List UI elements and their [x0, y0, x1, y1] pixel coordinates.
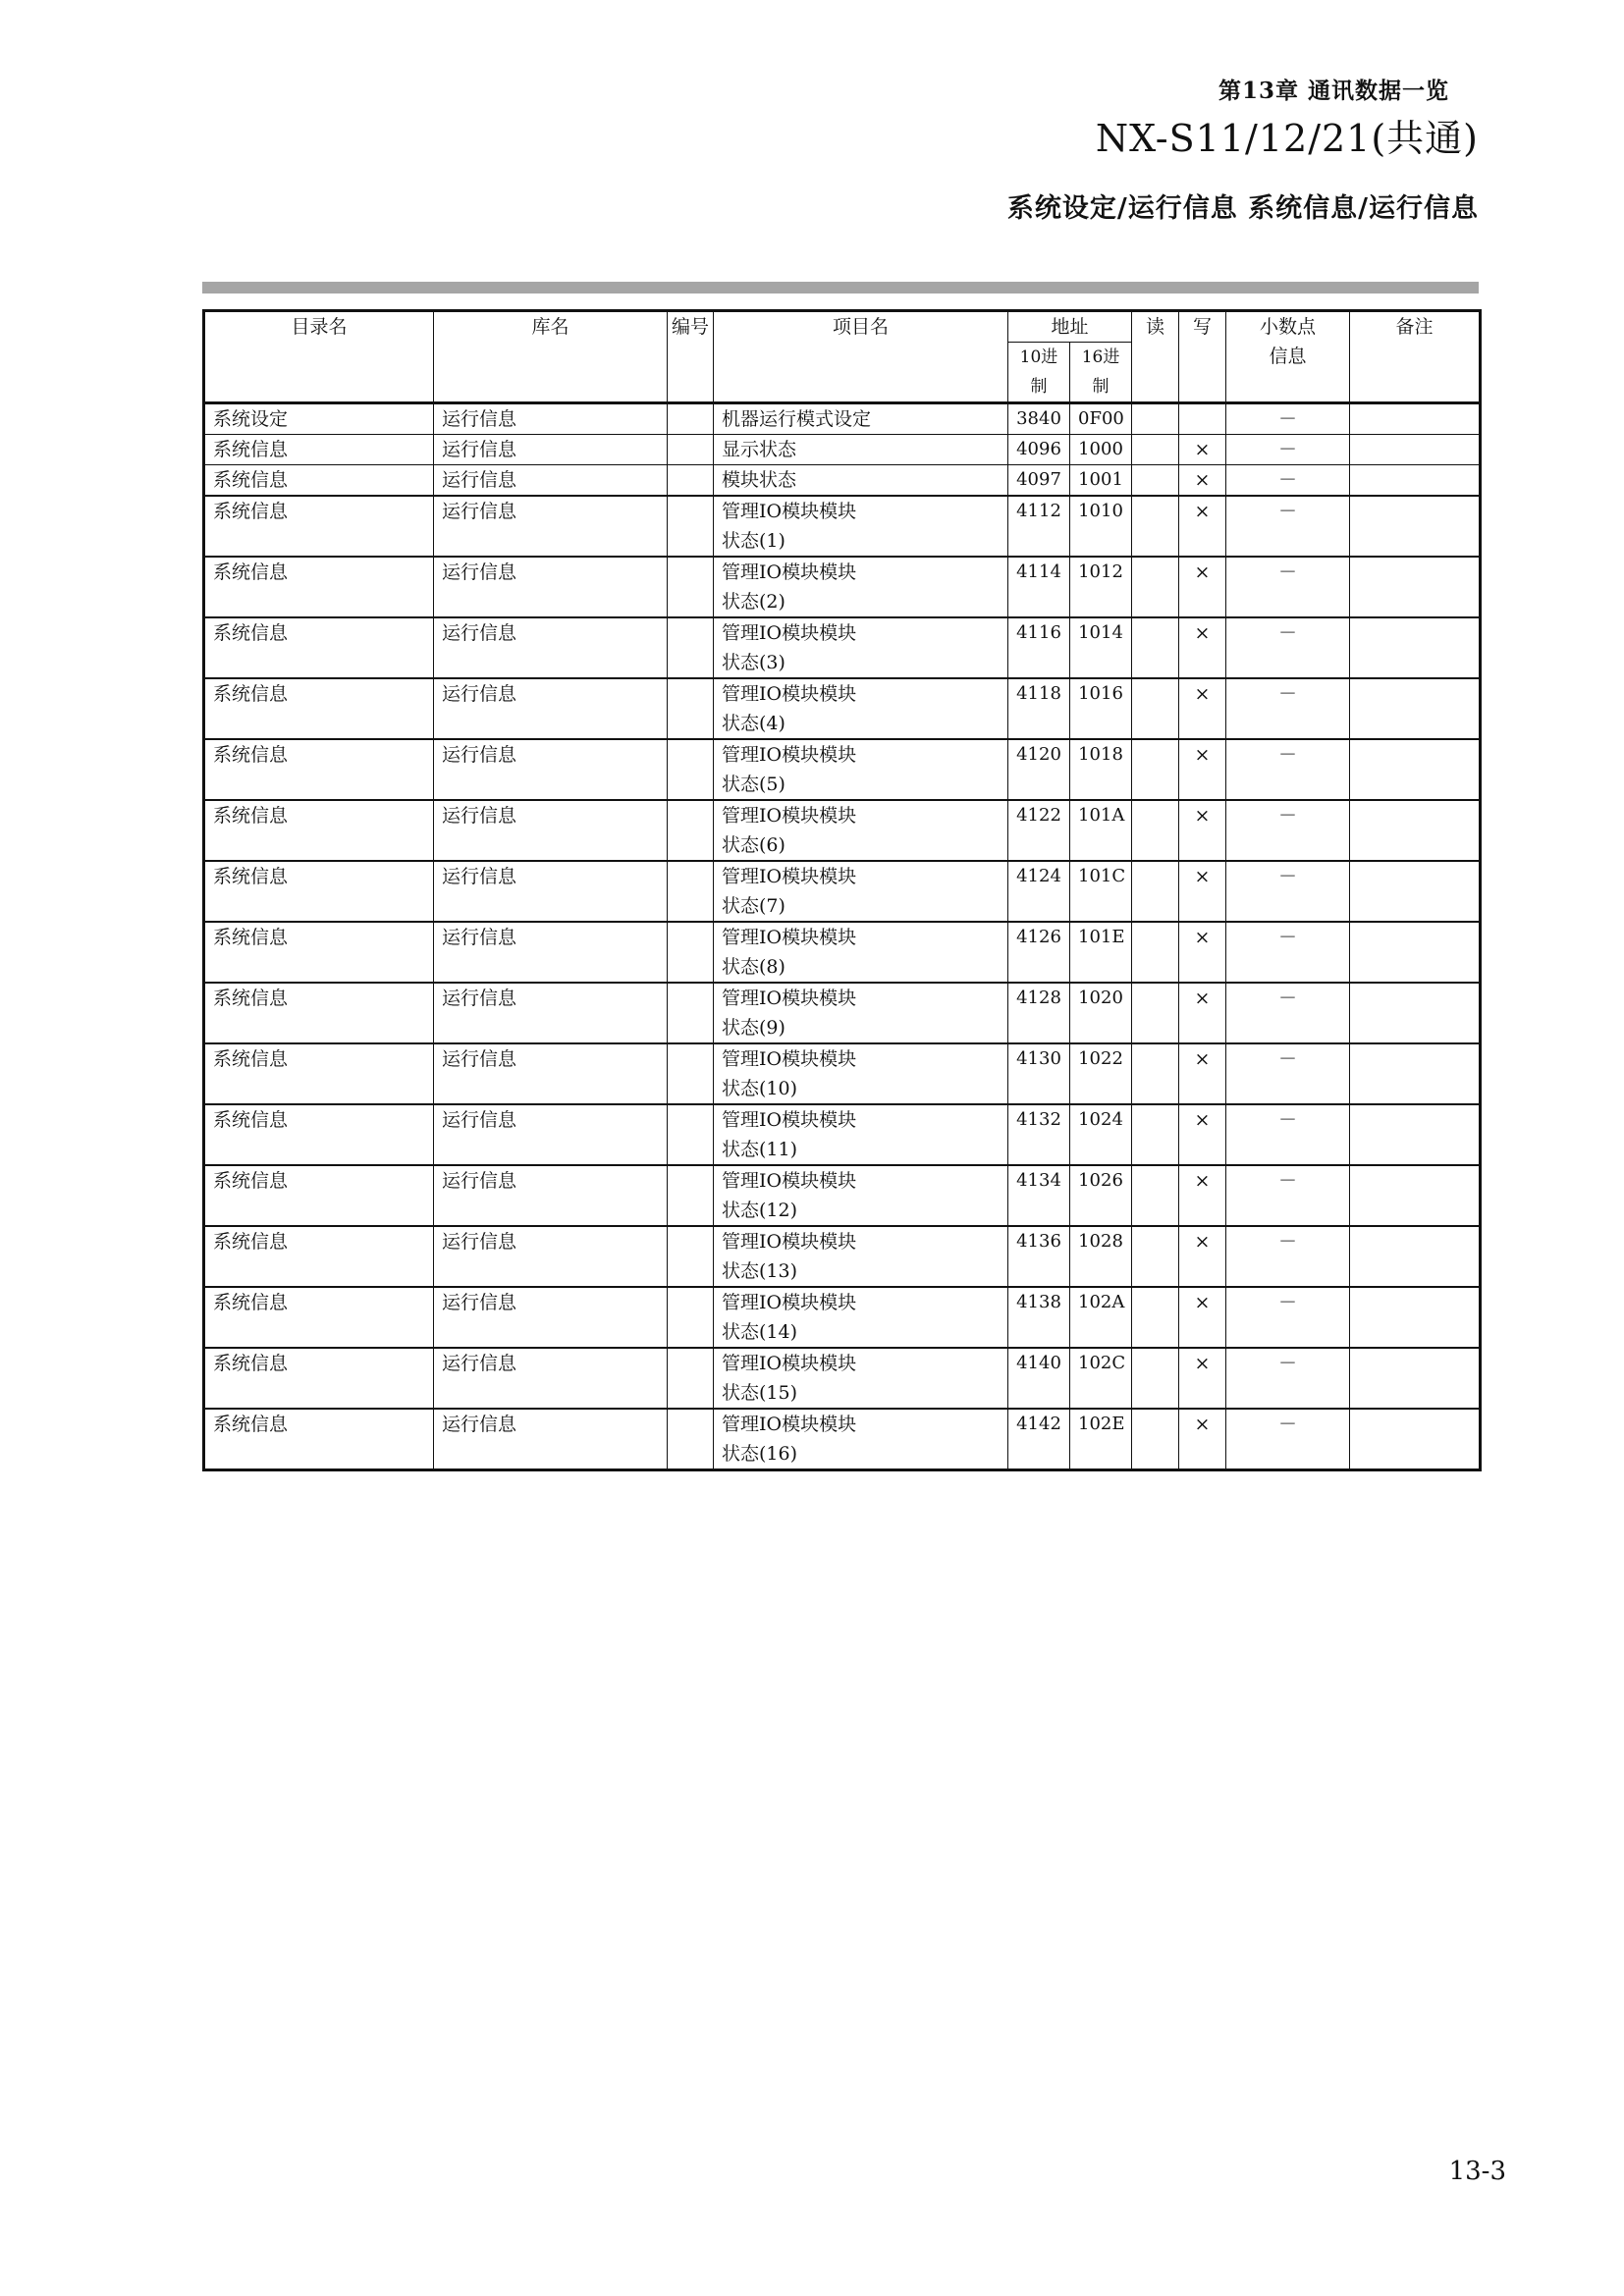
item-name-line2: 状态(8) — [722, 956, 785, 978]
cell-item — [714, 617, 1008, 678]
cell-number — [668, 678, 714, 739]
cell-write: × — [1179, 1409, 1226, 1470]
item-name-line2: 状态(10) — [722, 1078, 798, 1099]
cell-address-hex: 1016 — [1070, 678, 1132, 739]
table-row — [204, 1348, 1481, 1409]
cell-read — [1132, 617, 1179, 678]
cell-item — [714, 861, 1008, 922]
cell-decimal-info: － — [1226, 1043, 1350, 1104]
cell-address-hex: 102E — [1070, 1409, 1132, 1470]
header-item: 项目名 — [714, 311, 1008, 403]
cell-item — [714, 1348, 1008, 1409]
cell-address-hex: 1028 — [1070, 1226, 1132, 1287]
cell-address-dec: 4130 — [1008, 1043, 1070, 1104]
item-name-line2: 状态(15) — [722, 1382, 798, 1404]
cell-remarks — [1350, 465, 1481, 497]
cell-library: 运行信息 — [434, 617, 668, 678]
cell-catalog: 系统信息 — [204, 1043, 434, 1104]
cell-remarks — [1350, 1104, 1481, 1165]
header-read: 读 — [1132, 311, 1179, 403]
cell-address-dec: 4128 — [1008, 983, 1070, 1043]
cell-library: 运行信息 — [434, 403, 668, 435]
cell-address-hex: 1010 — [1070, 496, 1132, 557]
cell-address-hex: 102C — [1070, 1348, 1132, 1409]
section-title: 系统设定/运行信息 系统信息/运行信息 — [1006, 193, 1479, 224]
cell-library: 运行信息 — [434, 1348, 668, 1409]
item-name-line2: 状态(12) — [722, 1200, 798, 1221]
cell-catalog: 系统信息 — [204, 435, 434, 465]
cell-write: × — [1179, 496, 1226, 557]
table-header — [204, 311, 1481, 403]
cell-catalog: 系统信息 — [204, 983, 434, 1043]
cell-catalog: 系统信息 — [204, 465, 434, 497]
cell-remarks — [1350, 557, 1481, 617]
cell-address-hex: 1022 — [1070, 1043, 1132, 1104]
cell-library: 运行信息 — [434, 983, 668, 1043]
cell-address-dec: 4097 — [1008, 465, 1070, 497]
cell-library: 运行信息 — [434, 465, 668, 497]
cell-decimal-info: － — [1226, 617, 1350, 678]
cell-read — [1132, 800, 1179, 861]
cell-read — [1132, 465, 1179, 497]
cell-catalog: 系统信息 — [204, 1165, 434, 1226]
item-name-line2: 状态(7) — [722, 895, 785, 917]
cell-number — [668, 1104, 714, 1165]
cell-read — [1132, 1287, 1179, 1348]
item-name-line1: 管理IO模块模块 — [722, 1353, 857, 1374]
cell-address-dec: 3840 — [1008, 403, 1070, 435]
cell-decimal-info: － — [1226, 1409, 1350, 1470]
cell-remarks — [1350, 800, 1481, 861]
cell-decimal-info: － — [1226, 739, 1350, 800]
table-row — [204, 496, 1481, 557]
cell-number — [668, 800, 714, 861]
cell-address-dec: 4136 — [1008, 1226, 1070, 1287]
cell-read — [1132, 435, 1179, 465]
cell-address-dec: 4114 — [1008, 557, 1070, 617]
cell-write: × — [1179, 557, 1226, 617]
header-decimal-info — [1226, 311, 1350, 403]
item-name-line1: 管理IO模块模块 — [722, 1292, 857, 1313]
cell-read — [1132, 983, 1179, 1043]
cell-catalog: 系统信息 — [204, 1226, 434, 1287]
cell-address-dec: 4116 — [1008, 617, 1070, 678]
item-name-line2: 状态(13) — [722, 1260, 798, 1282]
cell-read — [1132, 557, 1179, 617]
item-name-line1: 管理IO模块模块 — [722, 988, 857, 1009]
cell-remarks — [1350, 1287, 1481, 1348]
cell-address-hex: 101A — [1070, 800, 1132, 861]
table-row — [204, 861, 1481, 922]
item-name-line2: 状态(9) — [722, 1017, 785, 1039]
cell-read — [1132, 739, 1179, 800]
item-name-line1: 显示状态 — [722, 439, 797, 460]
item-name-line2: 状态(1) — [722, 530, 785, 552]
header-number: 编号 — [668, 311, 714, 403]
item-name-line1: 管理IO模块模块 — [722, 1109, 857, 1131]
cell-address-hex: 1001 — [1070, 465, 1132, 497]
cell-catalog: 系统信息 — [204, 922, 434, 983]
cell-address-hex: 1018 — [1070, 739, 1132, 800]
table-row — [204, 435, 1481, 465]
cell-decimal-info: － — [1226, 1226, 1350, 1287]
cell-number — [668, 1226, 714, 1287]
cell-address-hex: 0F00 — [1070, 403, 1132, 435]
cell-number — [668, 1165, 714, 1226]
cell-number — [668, 983, 714, 1043]
cell-write: × — [1179, 983, 1226, 1043]
table-row — [204, 617, 1481, 678]
item-name-line2: 状态(11) — [722, 1139, 798, 1160]
cell-read — [1132, 403, 1179, 435]
cell-library: 运行信息 — [434, 922, 668, 983]
cell-item — [714, 1165, 1008, 1226]
cell-number — [668, 403, 714, 435]
header-remarks: 备注 — [1350, 311, 1481, 403]
item-name-line1: 管理IO模块模块 — [722, 805, 857, 827]
header-address-hex: 16进制 — [1070, 343, 1132, 403]
cell-catalog: 系统信息 — [204, 861, 434, 922]
communication-data-table — [202, 309, 1482, 1471]
item-name-line1: 管理IO模块模块 — [722, 1231, 857, 1253]
cell-remarks — [1350, 1409, 1481, 1470]
cell-remarks — [1350, 617, 1481, 678]
header-library: 库名 — [434, 311, 668, 403]
cell-decimal-info: － — [1226, 1348, 1350, 1409]
cell-decimal-info: － — [1226, 1165, 1350, 1226]
cell-read — [1132, 678, 1179, 739]
cell-remarks — [1350, 435, 1481, 465]
cell-catalog: 系统信息 — [204, 800, 434, 861]
cell-item — [714, 739, 1008, 800]
cell-write: × — [1179, 1348, 1226, 1409]
cell-number — [668, 435, 714, 465]
cell-catalog: 系统信息 — [204, 1409, 434, 1470]
cell-library: 运行信息 — [434, 435, 668, 465]
cell-address-hex: 102A — [1070, 1287, 1132, 1348]
cell-address-hex: 1026 — [1070, 1165, 1132, 1226]
item-name-line2: 状态(2) — [722, 591, 785, 613]
cell-remarks — [1350, 678, 1481, 739]
cell-library: 运行信息 — [434, 496, 668, 557]
cell-item — [714, 557, 1008, 617]
cell-read — [1132, 861, 1179, 922]
cell-item — [714, 800, 1008, 861]
cell-library: 运行信息 — [434, 1104, 668, 1165]
cell-remarks — [1350, 1165, 1481, 1226]
cell-address-dec: 4138 — [1008, 1287, 1070, 1348]
cell-address-hex: 101C — [1070, 861, 1132, 922]
page-number: 13-3 — [1448, 2157, 1506, 2186]
item-name-line1: 管理IO模块模块 — [722, 1414, 857, 1435]
cell-decimal-info: － — [1226, 435, 1350, 465]
table-row — [204, 983, 1481, 1043]
cell-item — [714, 496, 1008, 557]
table-row — [204, 678, 1481, 739]
table-body — [204, 403, 1481, 1470]
cell-item — [714, 1226, 1008, 1287]
cell-library: 运行信息 — [434, 1226, 668, 1287]
cell-address-dec: 4134 — [1008, 1165, 1070, 1226]
cell-remarks — [1350, 496, 1481, 557]
cell-number — [668, 739, 714, 800]
table-row — [204, 800, 1481, 861]
cell-decimal-info: － — [1226, 496, 1350, 557]
header-decimal-info-line2: 信息 — [1269, 346, 1307, 367]
cell-address-dec: 4118 — [1008, 678, 1070, 739]
cell-item — [714, 983, 1008, 1043]
cell-catalog: 系统信息 — [204, 496, 434, 557]
cell-item — [714, 435, 1008, 465]
cell-number — [668, 1287, 714, 1348]
cell-remarks — [1350, 1043, 1481, 1104]
item-name-line2: 状态(5) — [722, 774, 785, 795]
cell-address-dec: 4124 — [1008, 861, 1070, 922]
table-row — [204, 1226, 1481, 1287]
chapter-heading: 第13章 通讯数据一览 — [1218, 78, 1449, 104]
cell-read — [1132, 496, 1179, 557]
item-name-line1: 管理IO模块模块 — [722, 561, 857, 583]
cell-write: × — [1179, 1287, 1226, 1348]
cell-number — [668, 922, 714, 983]
item-name-line1: 管理IO模块模块 — [722, 622, 857, 644]
item-name-line1: 管理IO模块模块 — [722, 683, 857, 705]
cell-read — [1132, 1165, 1179, 1226]
cell-number — [668, 617, 714, 678]
cell-item — [714, 1043, 1008, 1104]
cell-library: 运行信息 — [434, 800, 668, 861]
item-name-line1: 管理IO模块模块 — [722, 1170, 857, 1192]
cell-write: × — [1179, 861, 1226, 922]
cell-library: 运行信息 — [434, 861, 668, 922]
cell-address-dec: 4122 — [1008, 800, 1070, 861]
table-row — [204, 1287, 1481, 1348]
cell-decimal-info: － — [1226, 465, 1350, 497]
cell-address-hex: 1014 — [1070, 617, 1132, 678]
cell-item — [714, 465, 1008, 497]
cell-decimal-info: － — [1226, 557, 1350, 617]
model-title: NX-S11/12/21(共通) — [1095, 117, 1479, 160]
cell-number — [668, 1043, 714, 1104]
cell-remarks — [1350, 861, 1481, 922]
cell-library: 运行信息 — [434, 1043, 668, 1104]
item-name-line2: 状态(16) — [722, 1443, 798, 1465]
cell-address-dec: 4132 — [1008, 1104, 1070, 1165]
cell-catalog: 系统信息 — [204, 1348, 434, 1409]
cell-remarks — [1350, 983, 1481, 1043]
cell-library: 运行信息 — [434, 557, 668, 617]
cell-item — [714, 922, 1008, 983]
table-row — [204, 557, 1481, 617]
cell-number — [668, 1409, 714, 1470]
cell-item — [714, 403, 1008, 435]
item-name-line1: 管理IO模块模块 — [722, 744, 857, 766]
cell-address-dec: 4112 — [1008, 496, 1070, 557]
cell-library: 运行信息 — [434, 1409, 668, 1470]
cell-address-hex: 101E — [1070, 922, 1132, 983]
cell-catalog: 系统设定 — [204, 403, 434, 435]
cell-decimal-info: － — [1226, 1104, 1350, 1165]
item-name-line2: 状态(6) — [722, 834, 785, 856]
cell-decimal-info: － — [1226, 983, 1350, 1043]
cell-address-hex: 1012 — [1070, 557, 1132, 617]
cell-write — [1179, 403, 1226, 435]
cell-write: × — [1179, 739, 1226, 800]
item-name-line2: 状态(3) — [722, 652, 785, 673]
header-decimal-info-line1: 小数点 — [1260, 316, 1317, 338]
cell-write: × — [1179, 435, 1226, 465]
cell-read — [1132, 922, 1179, 983]
item-name-line1: 管理IO模块模块 — [722, 927, 857, 948]
cell-write: × — [1179, 922, 1226, 983]
cell-remarks — [1350, 1348, 1481, 1409]
cell-read — [1132, 1226, 1179, 1287]
cell-decimal-info: － — [1226, 861, 1350, 922]
cell-decimal-info: － — [1226, 800, 1350, 861]
cell-write: × — [1179, 1043, 1226, 1104]
cell-item — [714, 678, 1008, 739]
table-row — [204, 465, 1481, 497]
cell-remarks — [1350, 1226, 1481, 1287]
cell-write: × — [1179, 465, 1226, 497]
cell-read — [1132, 1043, 1179, 1104]
cell-catalog: 系统信息 — [204, 678, 434, 739]
cell-decimal-info: － — [1226, 678, 1350, 739]
cell-library: 运行信息 — [434, 739, 668, 800]
cell-read — [1132, 1104, 1179, 1165]
item-name-line1: 管理IO模块模块 — [722, 501, 857, 522]
cell-item — [714, 1287, 1008, 1348]
cell-catalog: 系统信息 — [204, 1287, 434, 1348]
table-row — [204, 1165, 1481, 1226]
header-address-dec: 10进制 — [1008, 343, 1070, 403]
cell-address-dec: 4126 — [1008, 922, 1070, 983]
cell-number — [668, 1348, 714, 1409]
cell-catalog: 系统信息 — [204, 739, 434, 800]
cell-write: × — [1179, 678, 1226, 739]
cell-number — [668, 557, 714, 617]
cell-item — [714, 1104, 1008, 1165]
cell-number — [668, 465, 714, 497]
item-name-line1: 机器运行模式设定 — [722, 408, 872, 430]
cell-catalog: 系统信息 — [204, 1104, 434, 1165]
cell-remarks — [1350, 739, 1481, 800]
cell-address-dec: 4120 — [1008, 739, 1070, 800]
cell-address-hex: 1020 — [1070, 983, 1132, 1043]
table-row — [204, 922, 1481, 983]
cell-write: × — [1179, 617, 1226, 678]
cell-write: × — [1179, 800, 1226, 861]
header-address: 地址 — [1008, 311, 1132, 343]
item-name-line1: 模块状态 — [722, 469, 797, 491]
item-name-line1: 管理IO模块模块 — [722, 866, 857, 887]
item-name-line2: 状态(4) — [722, 713, 785, 734]
cell-number — [668, 496, 714, 557]
table-row — [204, 1104, 1481, 1165]
cell-library: 运行信息 — [434, 678, 668, 739]
item-name-line1: 管理IO模块模块 — [722, 1048, 857, 1070]
cell-item — [714, 1409, 1008, 1470]
cell-decimal-info: － — [1226, 1287, 1350, 1348]
cell-library: 运行信息 — [434, 1287, 668, 1348]
cell-number — [668, 861, 714, 922]
header-write: 写 — [1179, 311, 1226, 403]
table-row — [204, 1043, 1481, 1104]
header-rule — [202, 282, 1479, 294]
cell-address-dec: 4096 — [1008, 435, 1070, 465]
cell-read — [1132, 1348, 1179, 1409]
cell-decimal-info: － — [1226, 922, 1350, 983]
cell-address-hex: 1024 — [1070, 1104, 1132, 1165]
item-name-line2: 状态(14) — [722, 1321, 798, 1343]
cell-write: × — [1179, 1226, 1226, 1287]
cell-catalog: 系统信息 — [204, 557, 434, 617]
cell-address-dec: 4140 — [1008, 1348, 1070, 1409]
cell-read — [1132, 1409, 1179, 1470]
table-row — [204, 739, 1481, 800]
cell-decimal-info: － — [1226, 403, 1350, 435]
table-row — [204, 1409, 1481, 1470]
cell-address-dec: 4142 — [1008, 1409, 1070, 1470]
cell-remarks — [1350, 403, 1481, 435]
cell-address-hex: 1000 — [1070, 435, 1132, 465]
cell-library: 运行信息 — [434, 1165, 668, 1226]
cell-write: × — [1179, 1165, 1226, 1226]
cell-catalog: 系统信息 — [204, 617, 434, 678]
header-catalog: 目录名 — [204, 311, 434, 403]
cell-remarks — [1350, 922, 1481, 983]
cell-write: × — [1179, 1104, 1226, 1165]
table-row — [204, 403, 1481, 435]
